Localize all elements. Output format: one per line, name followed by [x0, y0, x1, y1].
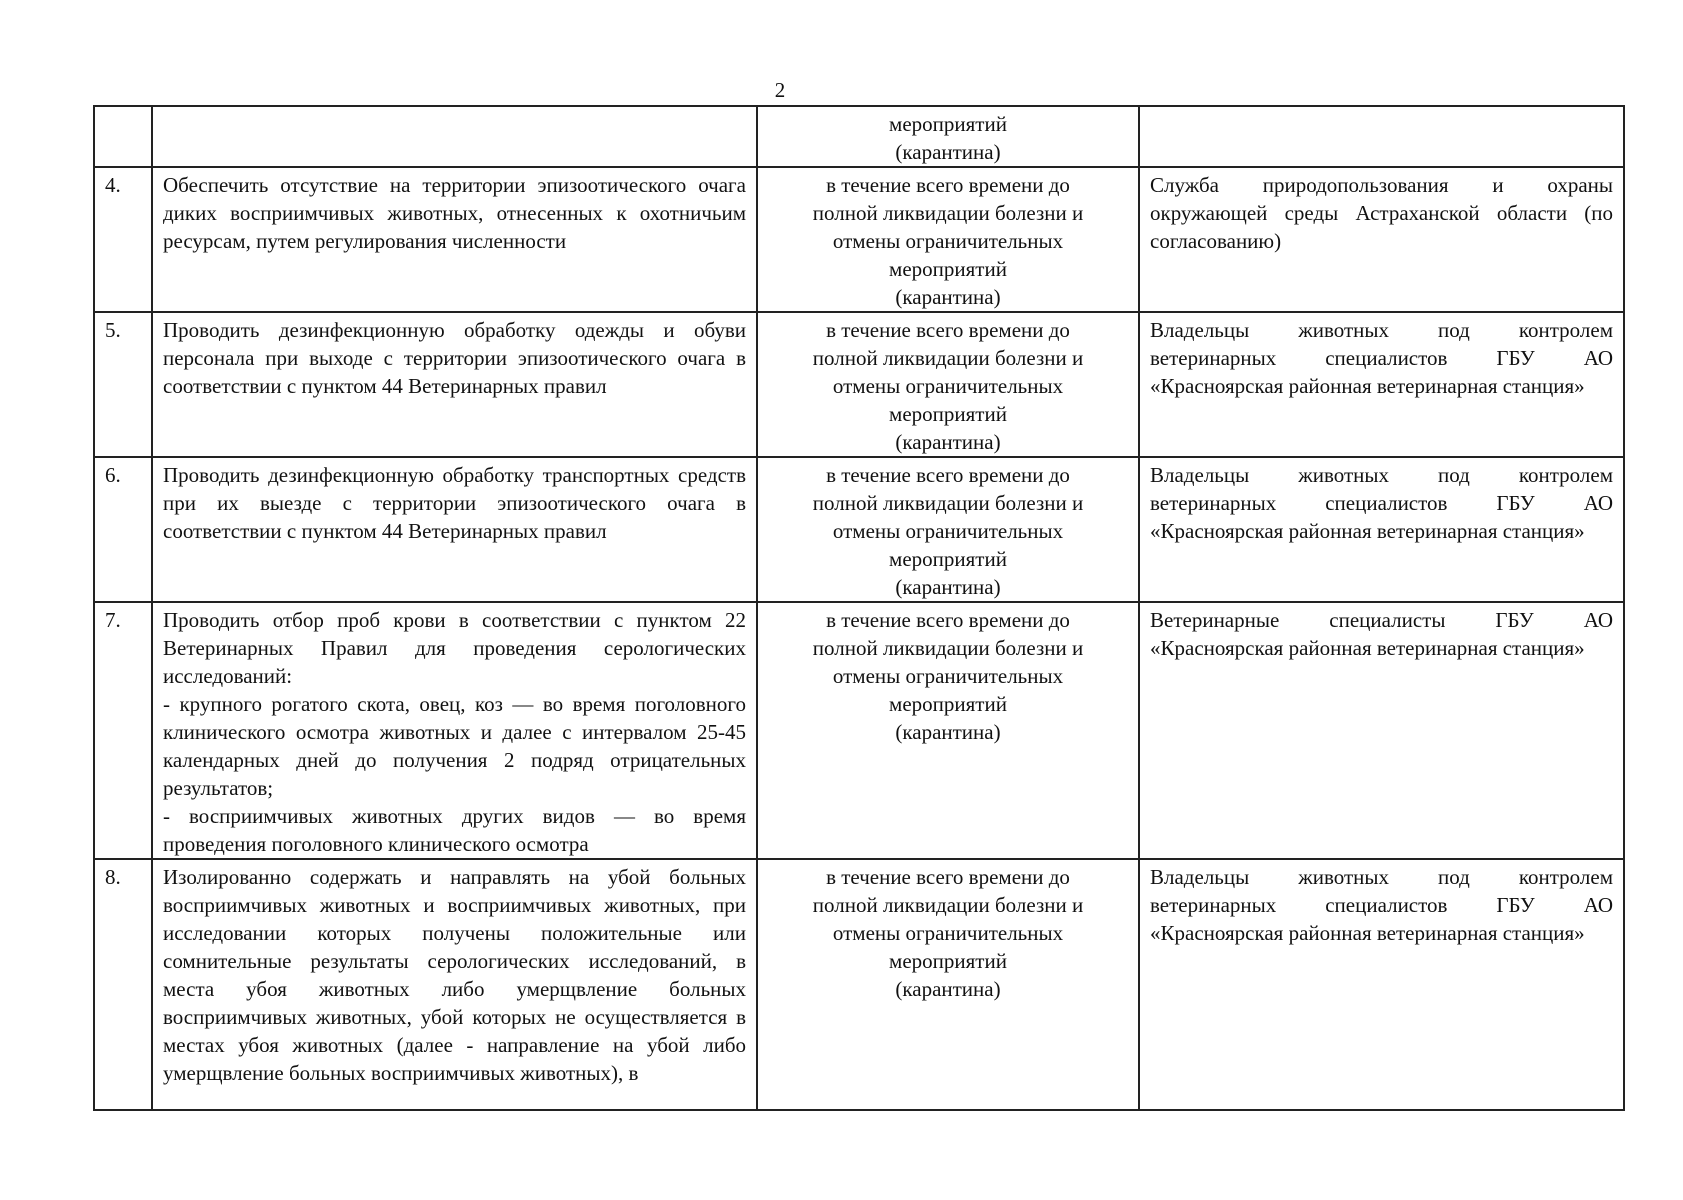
- table-row: [94, 859, 1624, 1110]
- table-row: [94, 312, 1624, 457]
- row-number-cell: 7.: [94, 602, 152, 859]
- term-line: мероприятий: [889, 402, 1007, 426]
- term-line: (карантина): [895, 430, 1001, 454]
- responsible-cell: [1139, 106, 1624, 167]
- term-line: в течение всего времени до: [826, 318, 1070, 342]
- term-line: (карантина): [895, 720, 1001, 744]
- term-line: отмены ограничительных: [832, 921, 1064, 945]
- action-cell: [152, 106, 757, 167]
- term-line: полной ликвидации болезни и: [812, 346, 1084, 370]
- term-line: мероприятий: [889, 692, 1007, 716]
- term-line: полной ликвидации болезни и: [812, 491, 1084, 515]
- term-line: полной ликвидации болезни и: [812, 201, 1084, 225]
- term-cell: [757, 167, 1139, 312]
- action-paragraph: - крупного рогатого скота, овец, коз — во время поголовного клинического осмотра животных и далее с интервалом 25-45 календарных дней до получения 2 подряд отрицательных результатов;: [163, 692, 746, 800]
- term-line: отмены ограничительных: [832, 374, 1064, 398]
- term-line: (карантина): [895, 285, 1001, 309]
- responsible-cell: Владельцы животных под контролем ветеринарных специалистов ГБУ АО «Красноярская районная ветеринарная станция»: [1139, 859, 1624, 1110]
- term-line: мероприятий: [889, 257, 1007, 281]
- term-line: мероприятий: [889, 547, 1007, 571]
- responsible-cell: Владельцы животных под контролем ветеринарных специалистов ГБУ АО «Красноярская районная ветеринарная станция»: [1139, 457, 1624, 602]
- action-paragraph: Проводить отбор проб крови в соответствии с пунктом 22 Ветеринарных Правил для проведения серологических исследований:: [163, 608, 746, 688]
- row-number-cell: [94, 106, 152, 167]
- table-row: [94, 602, 1624, 859]
- term-cell: [757, 106, 1139, 167]
- term-line: (карантина): [895, 140, 1001, 164]
- term-cell: [757, 602, 1139, 859]
- term-line: полной ликвидации болезни и: [812, 636, 1084, 660]
- term-line: полной ликвидации болезни и: [812, 893, 1084, 917]
- measures-table: [93, 105, 1625, 1111]
- action-cell: Проводить дезинфекционную обработку одежды и обуви персонала при выходе с территории эпизоотического очага в соответствии с пунктом 44 Ветеринарных правил: [152, 312, 757, 457]
- row-number-cell: 5.: [94, 312, 152, 457]
- term-line: (карантина): [895, 575, 1001, 599]
- responsible-cell: Ветеринарные специалисты ГБУ АО «Красноярская районная ветеринарная станция»: [1139, 602, 1624, 859]
- responsible-cell: Служба природопользования и охраны окружающей среды Астраханской области (по согласованию): [1139, 167, 1624, 312]
- action-paragraph: - восприимчивых животных других видов — во время проведения поголовного клинического осмотра: [163, 804, 746, 856]
- term-line: отмены ограничительных: [832, 229, 1064, 253]
- term-line: в течение всего времени до: [826, 865, 1070, 889]
- action-cell: Проводить дезинфекционную обработку транспортных средств при их выезде с территории эпизоотического очага в соответствии с пунктом 44 Ветеринарных правил: [152, 457, 757, 602]
- term-line: отмены ограничительных: [832, 664, 1064, 688]
- term-line: мероприятий: [889, 112, 1007, 136]
- term-cell: [757, 859, 1139, 1110]
- row-number-cell: 8.: [94, 859, 152, 1110]
- term-line: в течение всего времени до: [826, 463, 1070, 487]
- row-number-cell: 6.: [94, 457, 152, 602]
- term-line: (карантина): [895, 977, 1001, 1001]
- term-line: в течение всего времени до: [826, 173, 1070, 197]
- action-cell: Изолированно содержать и направлять на убой больных восприимчивых животных и восприимчивых животных, при исследовании которых получены положительные или сомнительные результаты серологических исследований, в места убоя животных либо умерщвление больных восприимчивых животных, убой которых не осуществляется в местах убоя животных (далее - направление на убой либо умерщвление больных восприимчивых животных), в: [152, 859, 757, 1110]
- action-cell: Обеспечить отсутствие на территории эпизоотического очага диких восприимчивых животных, отнесенных к охотничьим ресурсам, путем регулирования численности: [152, 167, 757, 312]
- action-cell: [152, 602, 757, 859]
- table-row: [94, 167, 1624, 312]
- term-cell: [757, 457, 1139, 602]
- term-line: мероприятий: [889, 949, 1007, 973]
- table-row-continued: [94, 106, 1624, 167]
- term-line: отмены ограничительных: [832, 519, 1064, 543]
- row-number-cell: 4.: [94, 167, 152, 312]
- page-number: 2: [774, 78, 786, 102]
- term-line: в течение всего времени до: [826, 608, 1070, 632]
- table-row: [94, 457, 1624, 602]
- responsible-cell: Владельцы животных под контролем ветеринарных специалистов ГБУ АО «Красноярская районная ветеринарная станция»: [1139, 312, 1624, 457]
- term-cell: [757, 312, 1139, 457]
